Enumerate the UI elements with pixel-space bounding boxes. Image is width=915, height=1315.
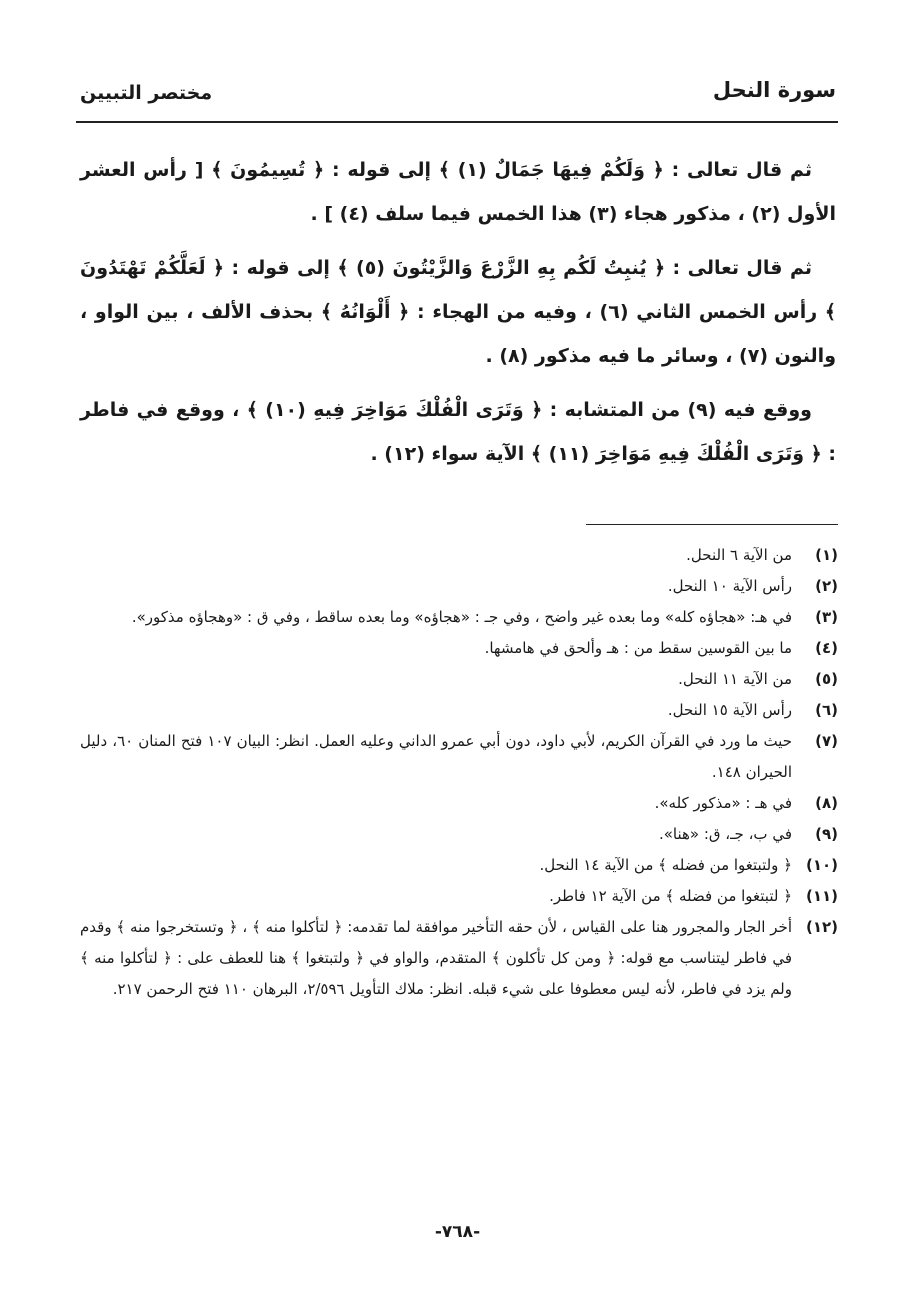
footnote-number: (٦) <box>815 701 838 719</box>
footnote-number: (٨) <box>815 794 838 812</box>
footnote-number: (٩) <box>815 825 838 843</box>
footnote-text: في هـ: «هجاؤه كله» وما بعده غير واضح ، وفي جـ : «هجاؤه» وما بعده ساقط ، وفي ق : «وهجاؤه مذكور». <box>131 608 792 626</box>
footnote-text: رأس الآية ١٥ النحل. <box>667 701 792 719</box>
footnote <box>80 819 838 850</box>
footnote-number: (٣) <box>815 608 838 626</box>
footnote-text: من الآية ٦ النحل. <box>686 546 792 564</box>
footnote-text: من الآية ١١ النحل. <box>678 670 792 688</box>
main-text <box>80 148 836 486</box>
footnote-number: (١٢) <box>805 918 838 936</box>
footnotes <box>80 540 838 1005</box>
footnote-number: (٧) <box>815 732 838 750</box>
footnote-number: (١١) <box>805 887 838 905</box>
footnote-text: أخر الجار والمجرور هنا على القياس ، لأن حقه التأخير موافقة لما تقدمه: ﴿ لتأكلوا منه ﴾ ، ﴿ وتستخرجوا منه ﴾ وقدم في فاطر ليتناسب مع قوله: ﴿ ومن كل تأكلون ﴾ المتقدم، والواو في ﴿ ولتبتغوا ﴾ هنا للعطف على : ﴿ لتأكلوا منه ﴾ ولم يزد في فاطر، لأنه ليس معطوفا على شيء قبله. انظر: ملاك التأويل ٢/٥٩٦، البرهان ١١٠ فتح الرحمن ٢١٧. <box>80 918 792 998</box>
footnote <box>80 664 838 695</box>
footnote-number: (٢) <box>815 577 838 595</box>
paragraph-1: ثم قال تعالى : ﴿ وَلَكُمْ فِيهَا جَمَالٌ (١) ﴾ إلى قوله : ﴿ تُسِيمُونَ ﴾ [ رأس العشر الأول (٢) ، مذكور هجاء (٣) هذا الخمس فيما سلف (٤) ] . <box>80 159 836 225</box>
header-divider <box>76 121 838 123</box>
footnote <box>80 912 838 1005</box>
footnote-text: في هـ : «مذكور كله». <box>654 794 792 812</box>
footnote-number: (١٠) <box>805 856 838 874</box>
paragraph-3: ووقع فيه (٩) من المتشابه : ﴿ وَتَرَى الْفُلْكَ مَوَاخِرَ فِيهِ (١٠) ﴾ ، ووقع في فاطر : ﴿ وَتَرَى الْفُلْكَ فِيهِ مَوَاخِرَ (١١) ﴾ الآية سواء (١٢) . <box>80 399 836 465</box>
page-number: -٧٦٨- <box>434 1222 481 1242</box>
footnote <box>80 695 838 726</box>
footnote <box>80 633 838 664</box>
surah-title: سورة النحل <box>712 78 836 102</box>
paragraph-2: ثم قال تعالى : ﴿ يُنبِتُ لَكُم بِهِ الزَّرْعَ وَالزَّيْتُونَ (٥) ﴾ إلى قوله : ﴿ لَعَلَّكُمْ تَهْتَدُونَ ﴾ رأس الخمس الثاني (٦) ، وفيه من الهجاء : ﴿ أَلْوَانُهُ ﴾ بحذف الألف ، بين الواو ، والنون (٧) ، وسائر ما فيه مذكور (٨) . <box>80 257 836 367</box>
footnote-divider <box>586 524 838 525</box>
footnote-text: ﴿ لتبتغوا من فضله ﴾ من الآية ١٢ فاطر. <box>549 887 792 905</box>
footnote <box>80 602 838 633</box>
page-header <box>80 78 836 118</box>
footnote-text: في ب، جـ، ق: «هنا». <box>658 825 792 843</box>
footnote <box>80 540 838 571</box>
footnote <box>80 881 838 912</box>
footnote-number: (٥) <box>815 670 838 688</box>
book-title: مختصر التبيين <box>80 82 213 104</box>
footnote-text: رأس الآية ١٠ النحل. <box>667 577 792 595</box>
footnote <box>80 788 838 819</box>
footnote-text: حيث ما ورد في القرآن الكريم، لأبي داود، دون أبي عمرو الداني وعليه العمل. انظر: البيان ١٠٧ فتح المنان ٦٠، دليل الحيران ١٤٨. <box>80 732 792 781</box>
footnote-number: (٤) <box>815 639 838 657</box>
footnote <box>80 571 838 602</box>
footnote <box>80 850 838 881</box>
footnote-text: ﴿ ولتبتغوا من فضله ﴾ من الآية ١٤ النحل. <box>539 856 792 874</box>
footnote <box>80 726 838 788</box>
footnote-number: (١) <box>815 546 838 564</box>
footnote-text: ما بين القوسين سقط من : هـ وألحق في هامشها. <box>484 639 792 657</box>
